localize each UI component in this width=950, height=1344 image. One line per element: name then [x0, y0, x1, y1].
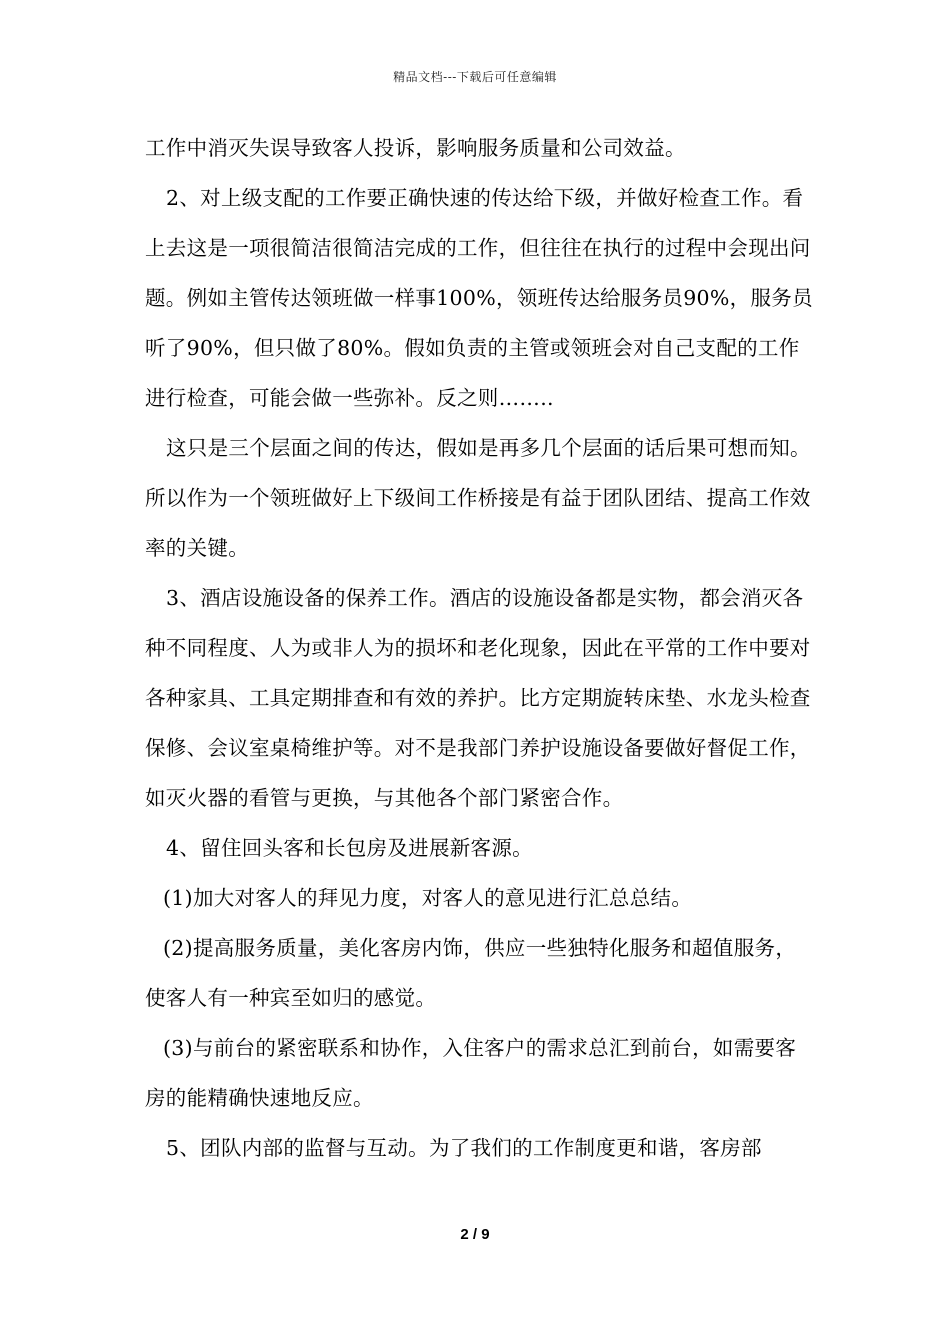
paragraph-7: (2)提高服务质量，美化客房内饰，供应一些独特化服务和超值服务，使客人有一种宾至如归的感觉。 [145, 936, 797, 1010]
paragraph-6: (1)加大对客人的拜见力度，对客人的意见进行汇总总结。 [163, 886, 693, 910]
paragraph-3: 这只是三个层面之间的传达，假如是再多几个层面的话后果可想而知。所以作为一个领班做好上下级间工作桥接是有益于团队团结、提高工作效率的关键。 [145, 436, 811, 560]
paragraph-2: 2、对上级支配的工作要正确快速的传达给下级，并做好检查工作。看上去这是一项很简洁很简洁完成的工作，但往往在执行的过程中会现出问题。例如主管传达领班做一样事100%，领班传达给服务员90%，服务员听了90%，但只做了80%。假如负责的主管或领班会对自己支配的工作进行检查，可能会做一些弥补。反之则…….. [145, 186, 813, 410]
paragraph-4: 3、酒店设施设备的保养工作。酒店的设施设备都是实物，都会消灭各种不同程度、人为或非人为的损坏和老化现象，因此在平常的工作中要对各种家具、工具定期排查和有效的养护。比方定期旋转床垫、水龙头检查保修、会议室桌椅维护等。对不是我部门养护设施设备要做好督促工作，如灭火器的看管与更换，与其他各个部门紧密合作。 [145, 586, 811, 810]
paragraph-9: 5、团队内部的监督与互动。为了我们的工作制度更和谐，客房部 [166, 1136, 762, 1160]
document-body [145, 123, 815, 1173]
page-number: 2 / 9 [460, 1226, 490, 1243]
paragraph-5: 4、留住回头客和长包房及进展新客源。 [166, 836, 533, 860]
page-header: 精品文档---下载后可任意编辑 [393, 70, 557, 84]
paragraph-8: (3)与前台的紧密联系和协作，入住客户的需求总汇到前台，如需要客房的能精确快速地反应。 [145, 1036, 797, 1110]
paragraph-1: 工作中消灭失误导致客人投诉，影响服务质量和公司效益。 [145, 136, 686, 160]
